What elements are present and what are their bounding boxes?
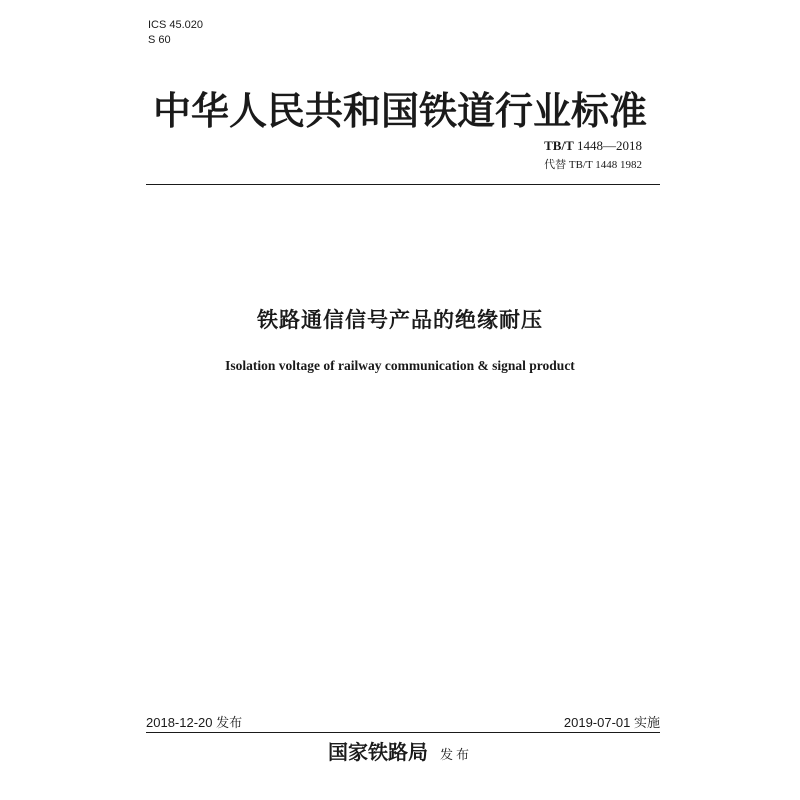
issue-date: 2018-12-20 发布 [146, 715, 243, 730]
main-title: 中华人民共和国铁道行业标准 [152, 89, 647, 133]
standard-number-value: 1448—2018 [577, 138, 642, 153]
document-title-en: Isolation voltage of railway communication & signal product [225, 358, 575, 373]
classification-code: S 60 [148, 34, 171, 46]
bottom-divider [146, 732, 660, 733]
implementation-date: 2019-07-01 实施 [563, 715, 660, 730]
document-title-cn: 铁路通信信号产品的绝缘耐压 [257, 308, 543, 332]
standard-prefix: TB/T [544, 138, 574, 153]
publisher [0, 736, 800, 765]
standard-number [544, 138, 642, 154]
top-divider [146, 184, 660, 185]
ics-code: ICS 45.020 [148, 19, 204, 31]
replaces-note: 代替 TB/T 1448 1982 [544, 159, 642, 171]
publisher-label: 发布 [439, 748, 472, 763]
publisher-name: 国家铁路局 [327, 740, 428, 764]
